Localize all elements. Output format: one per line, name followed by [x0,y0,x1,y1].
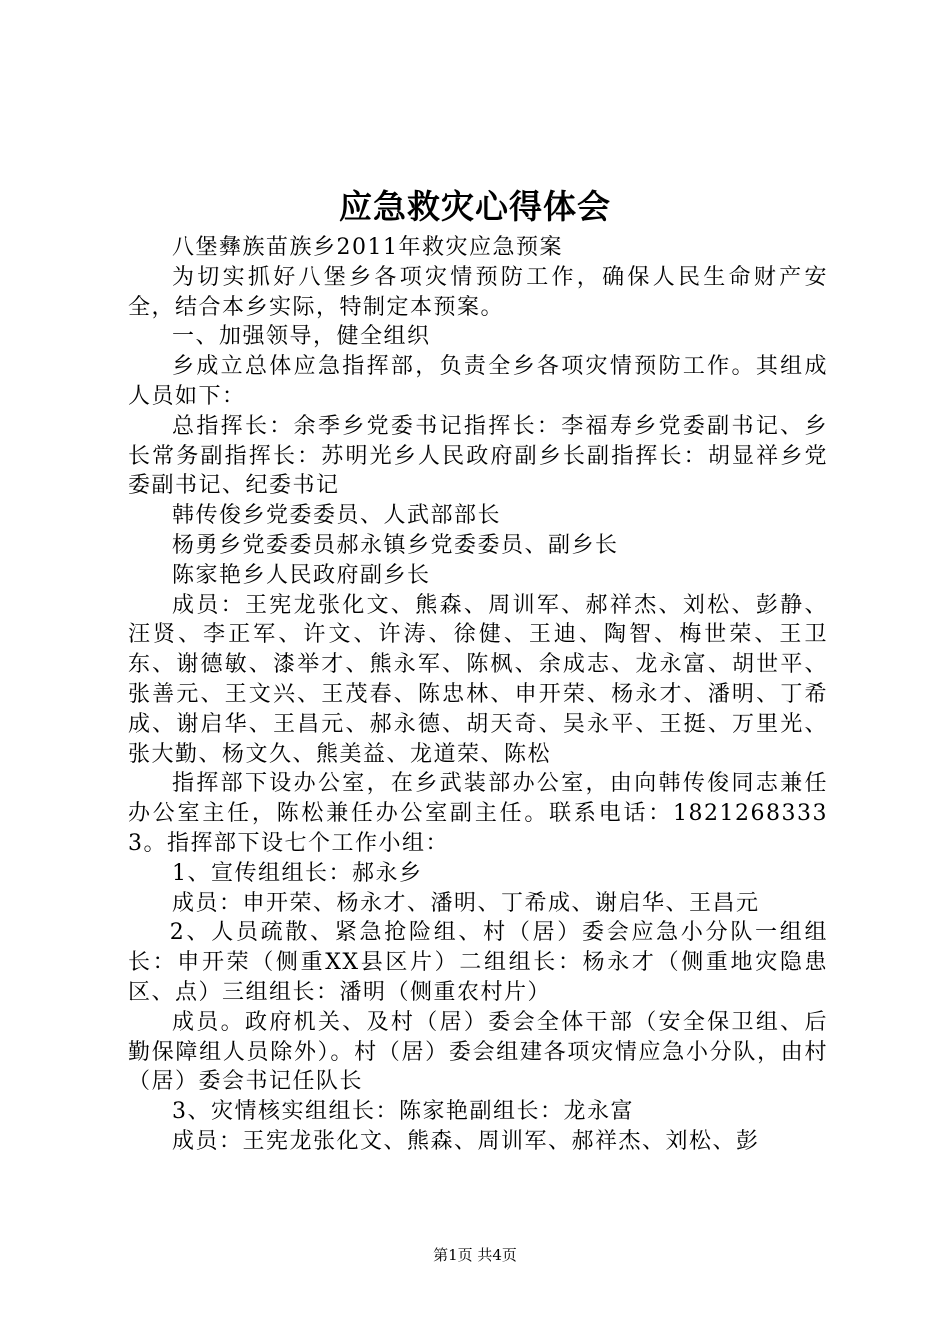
paragraph-member-han: 韩传俊乡党委委员、人武部部长 [172,503,502,529]
paragraph-member-chen: 陈家艳乡人民政府副乡长 [172,562,431,588]
paragraph-command-intro: 乡成立总体应急指挥部，负责全乡各项灾情预防工作。其组成人员如下： [128,354,828,409]
paragraph-group-1-members: 成员：申开荣、杨永才、潘明、丁希成、谢启华、王昌元 [172,890,760,916]
paragraph-group-2: 2、人员疏散、紧急抢险组、村（居）委会应急小分队一组组长：申开荣（侧重XX县区片）二组组长：杨永才（侧重地灾隐患区、点）三组组长：潘明（侧重农村片） [128,920,828,1005]
paragraph-purpose: 为切实抓好八堡乡各项灾情预防工作，确保人民生命财产安全，结合本乡实际，特制定本预案。 [128,264,828,320]
paragraph-members-list: 成员：王宪龙张化文、熊森、周训军、郝祥杰、刘松、彭静、汪贤、李正军、许文、许涛、徐健、王迪、陶智、梅世荣、王卫东、谢德敏、漆举才、熊永军、陈枫、余成志、龙永富、胡世平、张善元、王文兴、王茂春、陈忠林、申开荣、杨永才、潘明、丁希成、谢启华、王昌元、郝永德、胡天奇、吴永平、王挺、万里光、张大勤、杨文久、熊美益、龙道荣、陈松 [128,592,828,767]
paragraph-member-yang: 杨勇乡党委委员郝永镇乡党委委员、副乡长 [172,532,619,558]
paragraph-office: 指挥部下设办公室，在乡武装部办公室，由向韩传俊同志兼任办公室主任，陈松兼任办公室副主任。联系电话：18212683333。指挥部下设七个工作小组： [128,771,828,856]
paragraph-group-3: 3、灾情核实组组长：陈家艳副组长：龙永富 [172,1099,634,1125]
paragraph-commanders: 总指挥长：余季乡党委书记指挥长：李福寿乡党委副书记、乡长常务副指挥长：苏明光乡人民政府副乡长副指挥长：胡显祥乡党委副书记、纪委书记 [128,413,828,499]
paragraph-group-1: 1、宣传组组长：郝永乡 [172,860,423,886]
section-heading-1: 一、加强领导，健全组织 [172,324,431,350]
paragraph-group-3-members: 成员：王宪龙张化文、熊森、周训军、郝祥杰、刘松、彭 [172,1128,760,1154]
document-title: 应急救灾心得体会 [339,187,611,226]
page-footer: 第1页 共4页 [433,1246,517,1264]
paragraph-plan-name: 八堡彝族苗族乡2011年救灾应急预案 [172,235,563,260]
document-body [128,233,828,1157]
paragraph-group-2-members: 成员。政府机关、及村（居）委会全体干部（安全保卫组、后勤保障组人员除外）。村（居）委会组建各项灾情应急小分队，由村（居）委会书记任队长 [128,1009,828,1095]
